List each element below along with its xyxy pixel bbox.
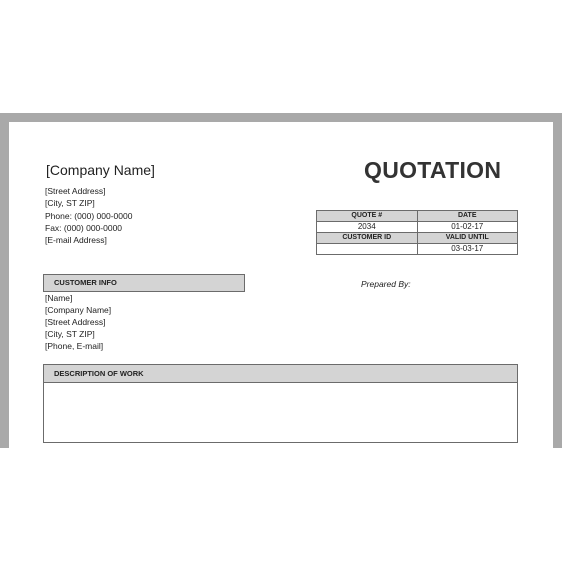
customer-street[interactable]: [Street Address] xyxy=(45,317,106,327)
customer-id-label: CUSTOMER ID xyxy=(317,233,418,244)
company-fax: Fax: (000) 000-0000 xyxy=(45,223,123,233)
company-name: [Company Name] xyxy=(46,162,155,178)
quote-number-label: QUOTE # xyxy=(317,211,418,222)
company-email: [E-mail Address] xyxy=(45,235,107,245)
date-label: DATE xyxy=(417,211,518,222)
company-street: [Street Address] xyxy=(45,186,106,196)
company-city: [City, ST ZIP] xyxy=(45,198,95,208)
customer-city[interactable]: [City, ST ZIP] xyxy=(45,329,95,339)
customer-name[interactable]: [Name] xyxy=(45,293,73,303)
description-of-work-box[interactable] xyxy=(43,364,518,443)
valid-until-label: VALID UNTIL xyxy=(417,233,518,244)
customer-company[interactable]: [Company Name] xyxy=(45,305,112,315)
document-title: QUOTATION xyxy=(364,157,502,183)
prepared-by-label: Prepared By: xyxy=(361,279,411,289)
description-of-work-header: DESCRIPTION OF WORK xyxy=(44,365,517,383)
quote-info-table xyxy=(316,210,518,255)
date-value[interactable]: 01-02-17 xyxy=(417,222,518,233)
company-phone: Phone: (000) 000-0000 xyxy=(45,211,133,221)
customer-id-value[interactable] xyxy=(317,244,418,255)
quote-number-value[interactable]: 2034 xyxy=(317,222,418,233)
valid-until-value[interactable]: 03-03-17 xyxy=(417,244,518,255)
customer-contact[interactable]: [Phone, E-mail] xyxy=(45,341,104,351)
customer-info-header: CUSTOMER INFO xyxy=(43,274,245,292)
